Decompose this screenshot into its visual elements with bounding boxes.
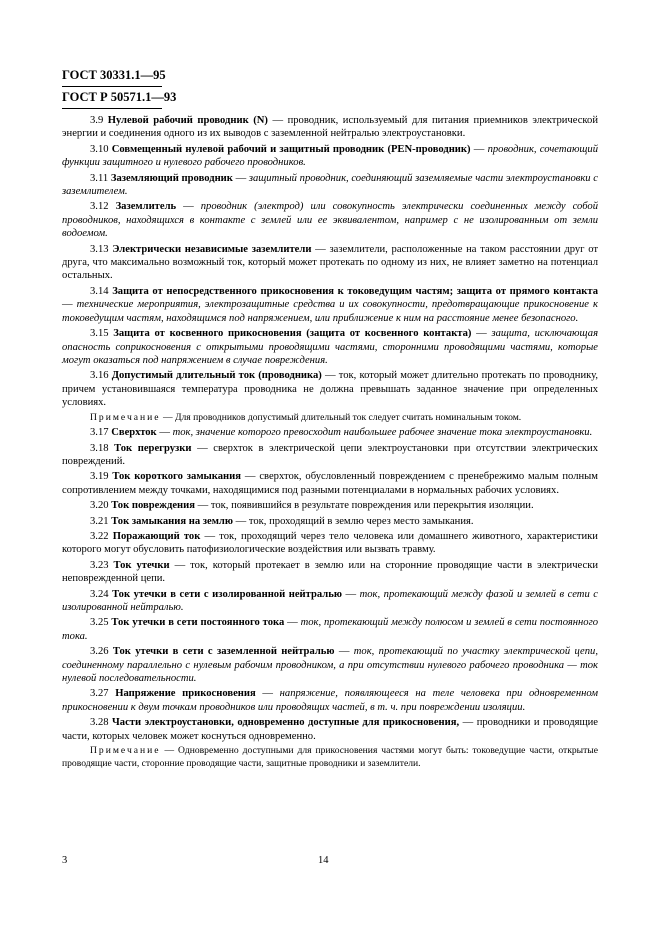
- definition-paragraph: [62, 426, 598, 439]
- standard-code-2: ГОСТ Р 50571.1—93: [62, 90, 177, 104]
- clause-number: 3.9: [90, 115, 104, 126]
- definition-paragraph: [62, 285, 598, 325]
- definition: защита, исключающая опасность соприкосновения с открытыми проводящими частями, сторонними проводящими частями, которые могут оказаться под напряжением в случае повреждения.: [62, 328, 598, 366]
- dash: —: [321, 370, 339, 382]
- page-number: 14: [318, 855, 329, 866]
- definition-paragraph: [62, 645, 598, 685]
- dash: —: [232, 172, 249, 184]
- dash: —: [191, 442, 214, 454]
- definition-paragraph: [62, 369, 598, 409]
- definition-paragraph: [62, 515, 598, 528]
- definition: заземлители, расположенные на таком расстоянии друг от друга, что максимально возможный ток, который может протекать по одному из них, не влияет заметно на потенциал остальных.: [62, 243, 599, 282]
- term: Защита от непосредственного прикосновения к токоведущим частям; защита от прямого контакта: [112, 285, 599, 297]
- clause-number: 3.15: [90, 328, 109, 340]
- clause-number: 3.27: [90, 688, 109, 700]
- dash: —: [311, 243, 330, 255]
- definition: проводник, сочетающий функции защитного и нулевого рабочего проводников.: [62, 143, 598, 169]
- dash: —: [176, 201, 201, 213]
- term: Ток замыкания на землю: [111, 515, 233, 527]
- term: Совмещенный нулевой рабочий и защитный проводник (PEN-проводник): [111, 143, 471, 155]
- term: Ток утечки: [113, 559, 170, 571]
- term: Сверхток: [111, 427, 157, 439]
- dash: —: [200, 530, 220, 542]
- dash: —: [156, 427, 173, 439]
- note: [62, 412, 598, 425]
- definition: ток, протекающий по участку электрической цепи, соединенному параллельно с нулевым рабочим проводником, а при отсутствии нулевого рабочего проводника — ток нулевой последовательности.: [62, 646, 598, 685]
- clause-number: 3.23: [90, 559, 109, 571]
- dash: —: [284, 617, 301, 629]
- dash: —: [232, 515, 249, 527]
- term: Поражающий ток: [112, 530, 201, 542]
- definition: ток, который протекает в землю или на сторонние проводящие части в электрически неповрежденной цепи.: [62, 559, 599, 585]
- definition-paragraph: [62, 470, 598, 497]
- term: Ток утечки в сети постоянного тока: [111, 617, 285, 629]
- definition: проводник, используемый для питания приемников электрической энергии и соединения одного из их выводов с заземленной нейтралью электроустановки.: [62, 115, 599, 140]
- note-label: Примечание: [90, 411, 161, 423]
- clause-number: 3.10: [90, 143, 109, 155]
- clause-number: 3.25: [90, 617, 109, 629]
- dash: —: [341, 588, 360, 600]
- definition-paragraph: [62, 559, 598, 586]
- definition-paragraph: [62, 143, 598, 170]
- definition-paragraph: [62, 530, 598, 557]
- clause-number: 3.19: [90, 471, 109, 483]
- term: Заземлитель: [115, 201, 177, 213]
- note-text: — Одновременно доступными для прикосновения частями могут быть: токоведущие части, открытые проводящие части, сторонние проводящие части, защитные проводники и заземлители.: [62, 745, 598, 769]
- definition: ток, протекающий между полюсом и землей в сети постоянного тока.: [62, 617, 599, 642]
- definition-paragraph: [62, 616, 598, 643]
- header-rule: [62, 86, 162, 87]
- term: Части электроустановки, одновременно доступные для прикосновения,: [112, 717, 460, 729]
- clause-number: 3.24: [90, 588, 109, 600]
- definition: технические мероприятия, электрозащитные средства и их совокупности, предотвращающие прикосновение к токоведущим частям, находящимся под напряжением, или приближение к ним на расстояние менее безопасного.: [62, 299, 598, 324]
- dash: —: [240, 471, 260, 483]
- term: Ток утечки в сети с заземленной нейтралью: [112, 646, 335, 658]
- definition: ток, значение которого превосходит наибольшее рабочее значение тока электроустановки.: [172, 427, 593, 439]
- dash: —: [267, 115, 288, 126]
- definition: ток, протекающий между фазой и землей в сети с изолированной нейтралью.: [62, 588, 598, 613]
- definition-paragraph: [62, 588, 598, 615]
- definition-paragraph: [62, 114, 598, 141]
- definition: сверхток, обусловленный повреждением с пренебрежимо малым полным сопротивлением между точками, находящимися под разными потенциалами в нормальных рабочих условиях.: [62, 471, 598, 496]
- term: Напряжение прикосновения: [115, 688, 256, 700]
- clause-number: 3.12: [90, 201, 109, 213]
- note-label: Примечание: [90, 745, 161, 757]
- dash: —: [62, 299, 77, 311]
- clause-number: 3.22: [90, 530, 109, 542]
- dash: —: [459, 717, 477, 729]
- clause-number: 3.14: [90, 285, 109, 297]
- definition: проводник (электрод) или совокупность электрически соединенных между собой проводников, находящихся в контакте с землей или ее эквивалентом, например с не изолированным от земли водоемом.: [62, 201, 598, 240]
- dash: —: [169, 559, 191, 571]
- document-header: [62, 67, 176, 111]
- term: Допустимый длительный ток (проводника): [111, 370, 322, 382]
- dash: —: [194, 500, 211, 512]
- definition: ток, который может длительно протекать по проводнику, причем установившаяся температура проводника не должна превышать заданное значение при определенных условиях.: [62, 370, 598, 409]
- definition-paragraph: [62, 687, 598, 714]
- standard-code-1: ГОСТ 30331.1—95: [62, 68, 166, 82]
- clause-number: 3.28: [90, 717, 109, 729]
- definition-paragraph: [62, 442, 598, 469]
- term: Нулевой рабочий проводник (N): [107, 115, 268, 126]
- header-rule-2: [62, 108, 162, 109]
- definition: защитный проводник, соединяющий заземляемые части электроустановки с заземлителем.: [62, 172, 599, 198]
- clause-number: 3.21: [90, 515, 109, 527]
- clause-number: 3.18: [90, 442, 109, 454]
- definition: ток, проходящий через тело человека или домашнего животного, характеристики которого могут обусловить патофизиологические воздействия или вызвать травму.: [62, 530, 598, 556]
- definition: проводники и проводящие части, которых человек может коснуться одновременно.: [62, 717, 599, 742]
- clause-number: 3.11: [90, 172, 109, 184]
- footer-left-number: 3: [62, 855, 68, 866]
- note-text: — Для проводников допустимый длительный ток следует считать номинальным током.: [160, 411, 522, 423]
- definition-paragraph: [62, 716, 598, 743]
- dash: —: [470, 143, 488, 155]
- clause-number: 3.13: [90, 243, 109, 255]
- clause-number: 3.20: [90, 500, 109, 512]
- dash: —: [255, 688, 280, 700]
- term: Ток короткого замыкания: [112, 471, 241, 483]
- definition: ток, проходящий в землю через место замыкания.: [248, 515, 474, 527]
- term: Ток утечки в сети с изолированной нейтралью: [112, 588, 342, 600]
- definition: ток, появившийся в результате повреждения или перекрытия изоляции.: [210, 500, 534, 512]
- definition: напряжение, появляющееся на теле человека при одновременном прикосновении к двум точкам проводников или проводящих частей, в т. ч. при повреждении изоляции.: [62, 688, 598, 713]
- definition-paragraph: [62, 327, 598, 367]
- document-body: [62, 114, 598, 772]
- clause-number: 3.17: [90, 427, 109, 439]
- clause-number: 3.26: [90, 646, 109, 658]
- note: [62, 745, 598, 770]
- definition: сверхток в электрической цепи электроустановки при отсутствии электрических повреждений.: [62, 442, 599, 467]
- definition-paragraph: [62, 243, 598, 283]
- term: Защита от косвенного прикосновения (защита от косвенного контакта): [113, 328, 472, 340]
- term: Заземляющий проводник: [110, 172, 233, 184]
- definition-paragraph: [62, 172, 598, 199]
- term: Ток повреждения: [111, 500, 195, 512]
- term: Ток перегрузки: [114, 442, 192, 454]
- definition-paragraph: [62, 499, 598, 512]
- term: Электрически независимые заземлители: [112, 243, 312, 255]
- clause-number: 3.16: [90, 370, 109, 382]
- dash: —: [334, 646, 354, 658]
- definition-paragraph: [62, 200, 598, 240]
- dash: —: [471, 328, 492, 340]
